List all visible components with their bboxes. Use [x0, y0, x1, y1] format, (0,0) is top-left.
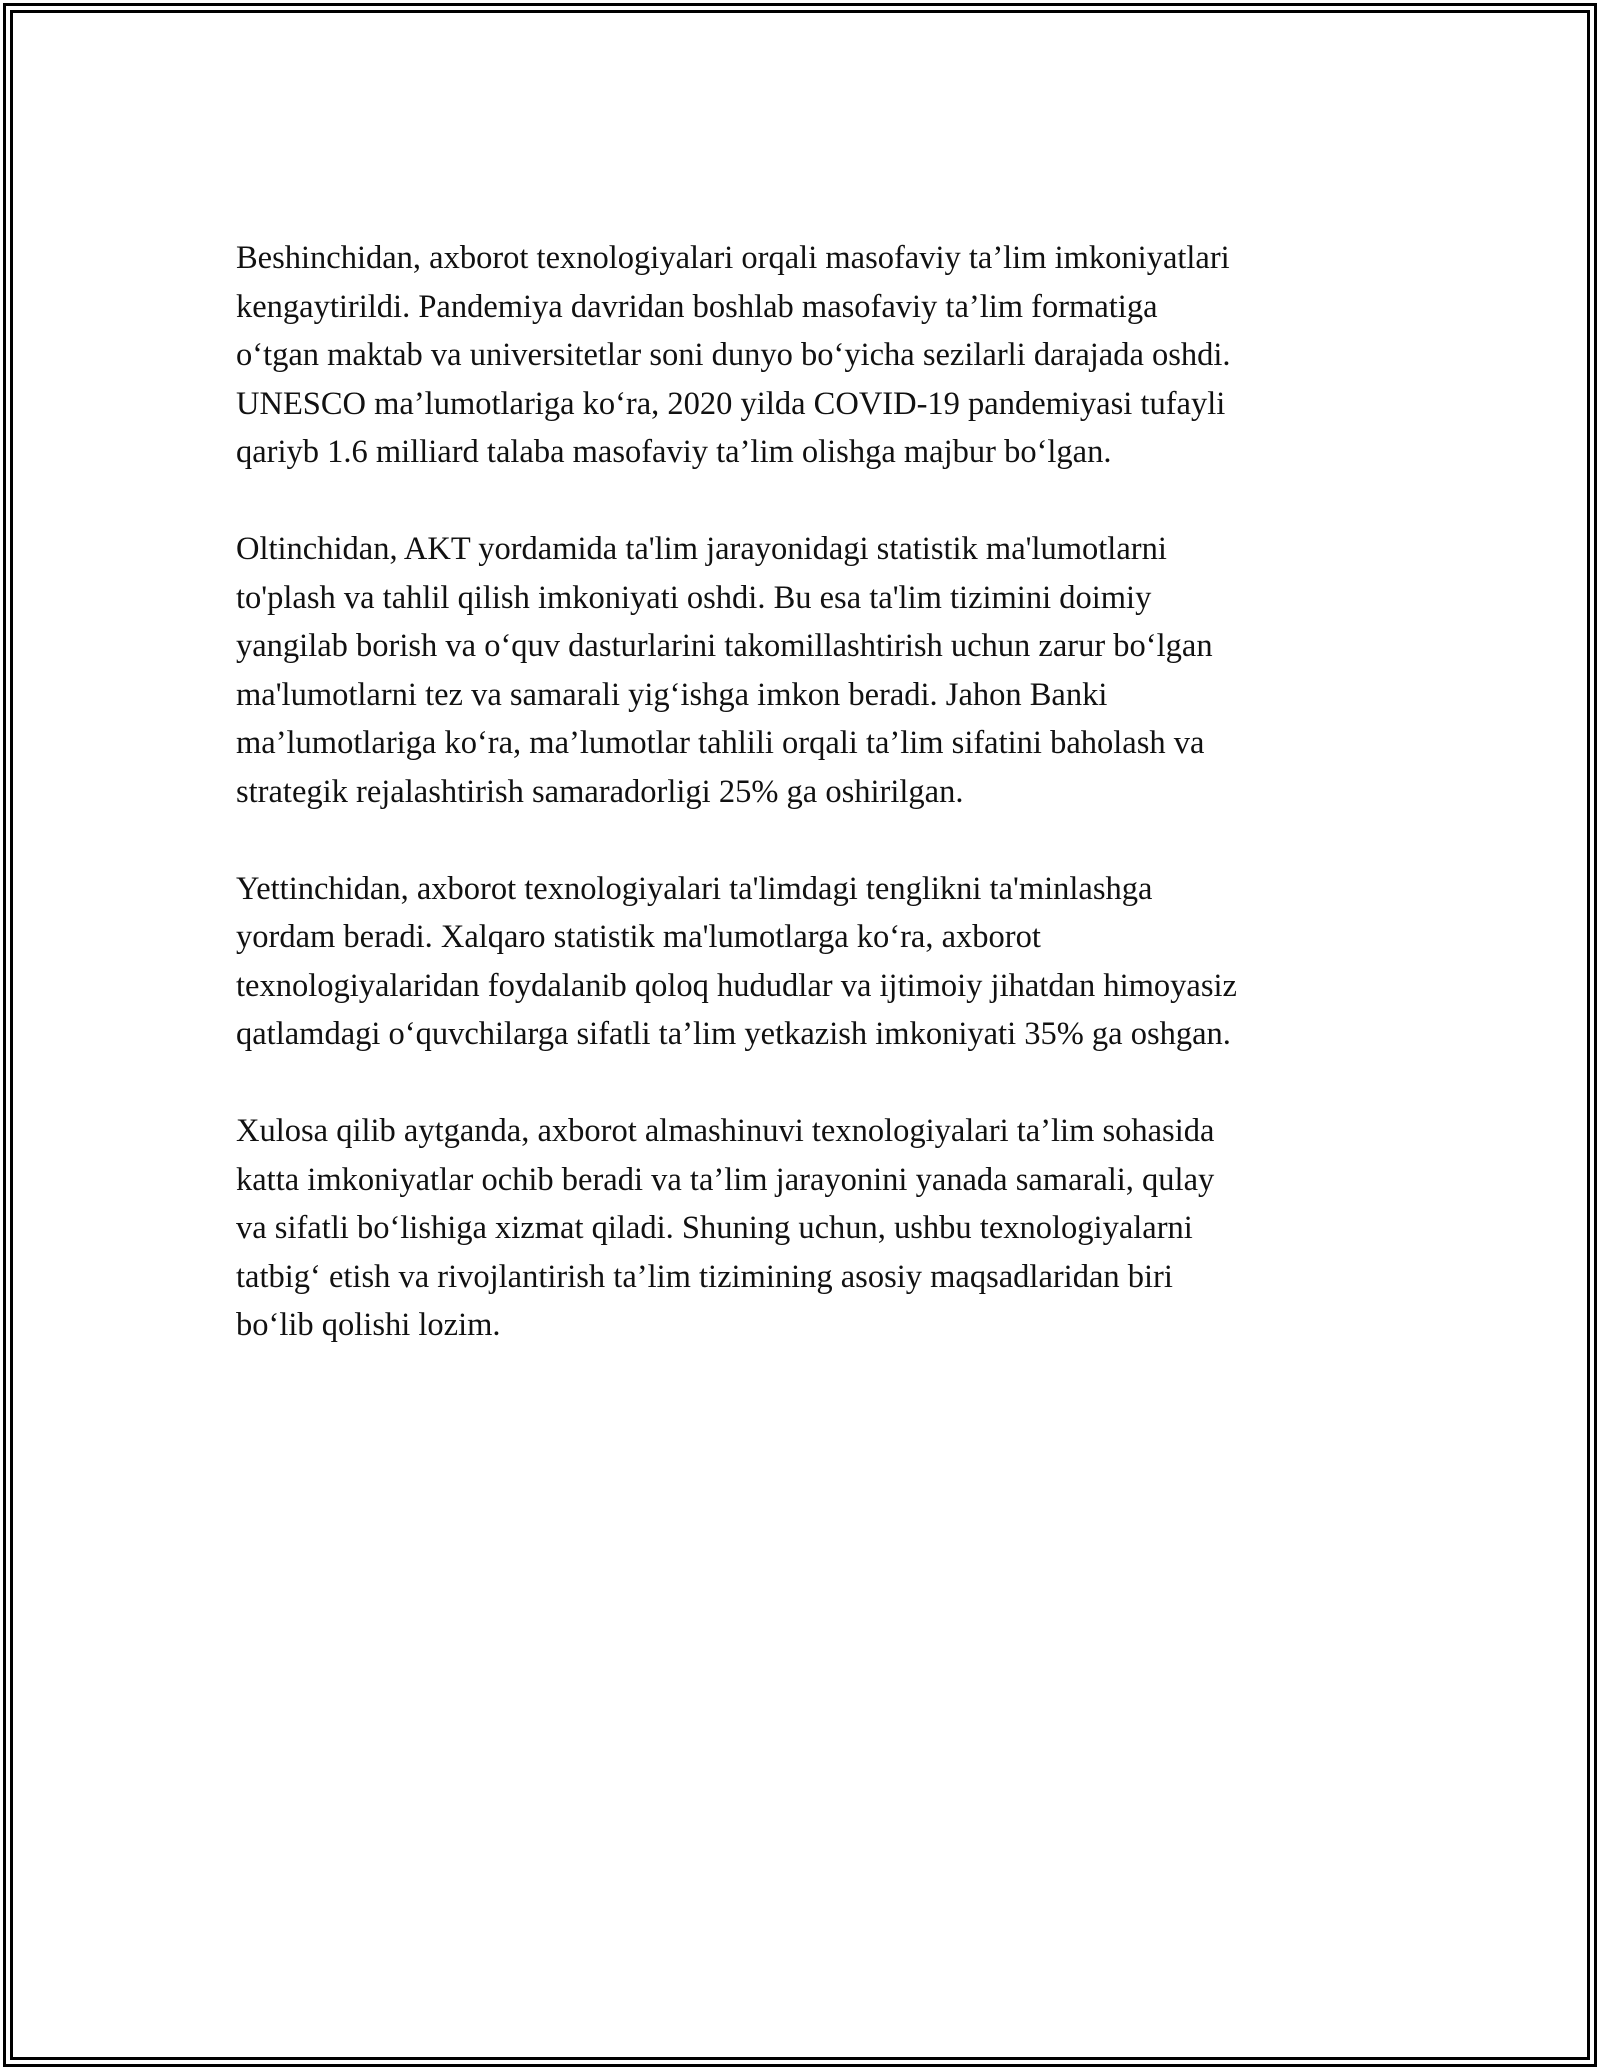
text-line: tatbig‘ etish va rivojlantirish ta’lim tizimining asosiy maqsadlaridan biri: [236, 1258, 1173, 1295]
paragraph-beshinchidan: [236, 234, 1376, 477]
text-line: qatlamdagi o‘quvchilarga sifatli ta’lim yetkazish imkoniyati 35% ga oshgan.: [236, 1016, 1231, 1052]
text-line: UNESCO ma’lumotlariga ko‘ra, 2020 yilda COVID-19 pandemiyasi tufayli: [236, 385, 1226, 422]
text-line: bo‘lib qolishi lozim.: [236, 1307, 501, 1343]
text-line: kengaytirildi. Pandemiya davridan boshlab masofaviy ta’lim formatiga: [236, 288, 1158, 325]
text-line: yangilab borish va o‘quv dasturlarini takomillashtirish uchun zarur bo‘lgan: [236, 628, 1213, 664]
paragraph-oltinchidan: [236, 525, 1376, 816]
document-body: [236, 234, 1376, 1398]
text-line: qariyb 1.6 milliard talaba masofaviy ta’lim olishga majbur bo‘lgan.: [236, 434, 1112, 470]
text-line: Xulosa qilib aytganda, axborot almashinuvi texnologiyalari ta’lim sohasida: [236, 1113, 1215, 1149]
paragraph-yettinchidan: [236, 865, 1376, 1059]
text-line: ma’lumotlariga ko‘ra, ma’lumotlar tahlili orqali ta’lim sifatini baholash va: [236, 725, 1205, 761]
text-line: o‘tgan maktab va universitetlar soni dunyo bo‘yicha sezilarli darajada oshdi.: [236, 337, 1231, 373]
text-line: Yettinchidan, axborot texnologiyalari ta'limdagi tenglikni ta'minlashga: [236, 870, 1153, 907]
text-line: ma'lumotlarni tez va samarali yig‘ishga imkon beradi. Jahon Banki: [236, 676, 1108, 713]
text-line: to'plash va tahlil qilish imkoniyati oshdi. Bu esa ta'lim tizimini doimiy: [236, 579, 1152, 616]
paragraph-xulosa: [236, 1107, 1376, 1350]
text-line: va sifatli bo‘lishiga xizmat qiladi. Shuning uchun, ushbu texnologiyalarni: [236, 1210, 1193, 1246]
text-line: katta imkoniyatlar ochib beradi va ta’lim jarayonini yanada samarali, qulay: [236, 1161, 1215, 1198]
text-line: Beshinchidan, axborot texnologiyalari orqali masofaviy ta’lim imkoniyatlari: [236, 240, 1230, 276]
text-line: yordam beradi. Xalqaro statistik ma'lumotlarga ko‘ra, axborot: [236, 919, 1041, 955]
text-line: Oltinchidan, AKT yordamida ta'lim jarayonidagi statistik ma'lumotlarni: [236, 531, 1167, 567]
text-line: texnologiyalaridan foydalanib qoloq hududlar va ijtimoiy jihatdan himoyasiz: [236, 967, 1237, 1004]
text-line: strategik rejalashtirish samaradorligi 25% ga oshirilgan.: [236, 773, 964, 810]
